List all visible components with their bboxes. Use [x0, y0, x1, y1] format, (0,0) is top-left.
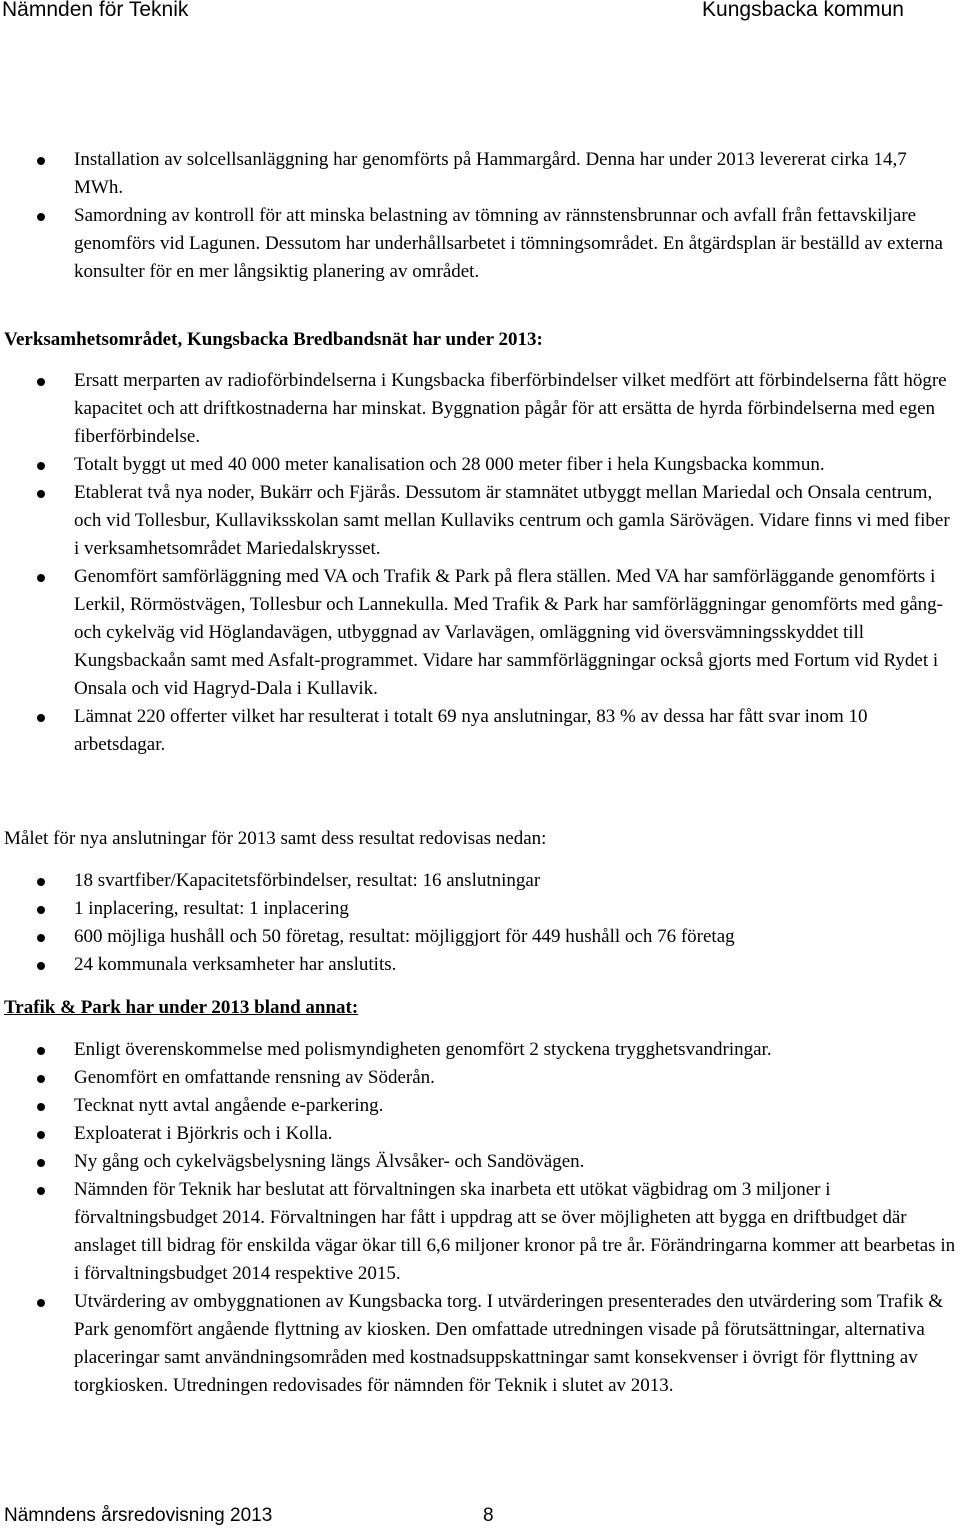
bullet-icon [37, 1131, 45, 1139]
list-item: Ersatt merparten av radioförbindelserna i Kungsbacka fiberförbindelser vilket medfört att förbindelserna fått högre kapacitet och att driftkostnaderna har minskat. Byggnation pågår för att ersätta de hyrda förbindelserna med egen fiberförbindelse. [0, 367, 960, 451]
bullet-icon [37, 714, 45, 722]
bullet-icon [37, 1047, 45, 1055]
bullet-icon [37, 1159, 45, 1167]
list-item: Exploaterat i Björkris och i Kolla. [0, 1120, 960, 1148]
list-item: Lämnat 220 offerter vilket har resulterat i totalt 69 nya anslutningar, 83 % av dessa har fått svar inom 10 arbetsdagar. [0, 703, 960, 759]
page-header [0, 0, 960, 27]
bullet-icon [37, 490, 45, 498]
goals-intro: Målet för nya anslutningar för 2013 samt dess resultat redovisas nedan: [4, 828, 547, 849]
list-item: Ny gång och cykelvägsbelysning längs Älvsåker- och Sandövägen. [0, 1148, 960, 1176]
paragraph-goals [0, 825, 960, 853]
section-bredband [0, 326, 960, 354]
bullet-icon [37, 1299, 45, 1307]
list-item: Tecknat nytt avtal angående e-parkering. [0, 1092, 960, 1120]
list-item: Etablerat två nya noder, Bukärr och Fjärås. Dessutom är stamnätet utbyggt mellan Mariedal och Onsala centrum, och vid Tollesbur, Kullaviksskolan samt mellan Kullaviks centrum och gamla Särövägen. Vidare finns vi med fiber i verksamhetsområdet Mariedalskrysset. [0, 479, 960, 563]
bullet-icon [37, 962, 45, 970]
section-trafik [0, 994, 960, 1022]
list-item: Genomfört en omfattande rensning av Söderån. [0, 1064, 960, 1092]
list-item: Samordning av kontroll för att minska belastning av tömning av rännstensbrunnar och avfall från fettavskiljare genomförs vid Lagunen. Dessutom har underhållsarbetet i tömningsområdet. En åtgärdsplan är beställd av externa konsulter för en mer långsiktig planering av området. [0, 202, 960, 286]
bullet-icon [37, 574, 45, 582]
list-goals [0, 867, 960, 979]
list-item: Installation av solcellsanläggning har genomförts på Hammargård. Denna har under 2013 levererat cirka 14,7 MWh. [0, 146, 960, 202]
list-item: Genomfört samförläggning med VA och Trafik & Park på flera ställen. Med VA har samförläggande genomförts i Lerkil, Rörmöstvägen, Tollesbur och Lannekulla. Med Trafik & Park har samförläggningar genomförts med gång- och cykelväg vid Höglandavägen, utbyggnad av Varlavägen, omläggning vid översvämningsskyddet till Kungsbackaån samt med Asfalt-programmet. Vidare har sammförläggningar också gjorts med Fortum vid Rydet i Onsala och vid Hagryd-Dala i Kullavik. [0, 563, 960, 703]
list-item: Enligt överenskommelse med polismyndigheten genomfört 2 styckena trygghetsvandringar. [0, 1036, 960, 1064]
bullet-icon [37, 462, 45, 470]
section-heading-bredband: Verksamhetsområdet, Kungsbacka Bredbandsnät har under 2013: [4, 329, 543, 350]
list-item: 18 svartfiber/Kapacitetsförbindelser, resultat: 16 anslutningar [0, 867, 960, 895]
list-item: Nämnden för Teknik har beslutat att förvaltningen ska inarbeta ett utökat vägbidrag om 3 miljoner i förvaltningsbudget 2014. Förvaltningen har fått i uppdrag att se över möjligheten att bygga en driftbudget där anslaget till bidrag för enskilda vägar ökar till 6,6 miljoner kronor på tre år. Förändringarna kommer att bearbetas in i förvaltningsbudget 2014 respektive 2015. [0, 1176, 960, 1288]
list-item: 24 kommunala verksamheter har anslutits. [0, 951, 960, 979]
header-municipality: Kungsbacka kommun [702, 0, 904, 21]
bullet-icon [37, 378, 45, 386]
page-footer [0, 1504, 960, 1530]
bullet-icon [37, 213, 45, 221]
bullet-icon [37, 1103, 45, 1111]
list-item: 600 möjliga hushåll och 50 företag, resultat: möjliggjort för 449 hushåll och 76 företag [0, 923, 960, 951]
bullet-icon [37, 878, 45, 886]
bullet-icon [37, 1075, 45, 1083]
bullet-icon [37, 934, 45, 942]
bullet-icon [37, 1187, 45, 1195]
bullet-icon [37, 157, 45, 165]
list-item: 1 inplacering, resultat: 1 inplacering [0, 895, 960, 923]
page-number: 8 [483, 1505, 494, 1526]
list-trafik [0, 1036, 960, 1400]
list-item: Utvärdering av ombyggnationen av Kungsbacka torg. I utvärderingen presenterades den utvärdering som Trafik & Park genomfört angående flyttning av kiosken. Den omfattade utredningen visade på förutsättningar, alternativa placeringar samt användningsområden med kostnadsuppskattningar samt konsekvenser i övrigt för flyttning av torgkiosken. Utredningen redovisades för nämnden för Teknik i slutet av 2013. [0, 1288, 960, 1400]
bullet-icon [37, 906, 45, 914]
list-item: Totalt byggt ut med 40 000 meter kanalisation och 28 000 meter fiber i hela Kungsbacka kommun. [0, 451, 960, 479]
section-heading-trafik: Trafik & Park har under 2013 bland annat: [4, 997, 359, 1018]
list-energy [0, 146, 960, 286]
list-bredband [0, 367, 960, 759]
footer-title: Nämndens årsredovisning 2013 [4, 1505, 273, 1526]
header-department: Nämnden för Teknik [2, 0, 189, 21]
